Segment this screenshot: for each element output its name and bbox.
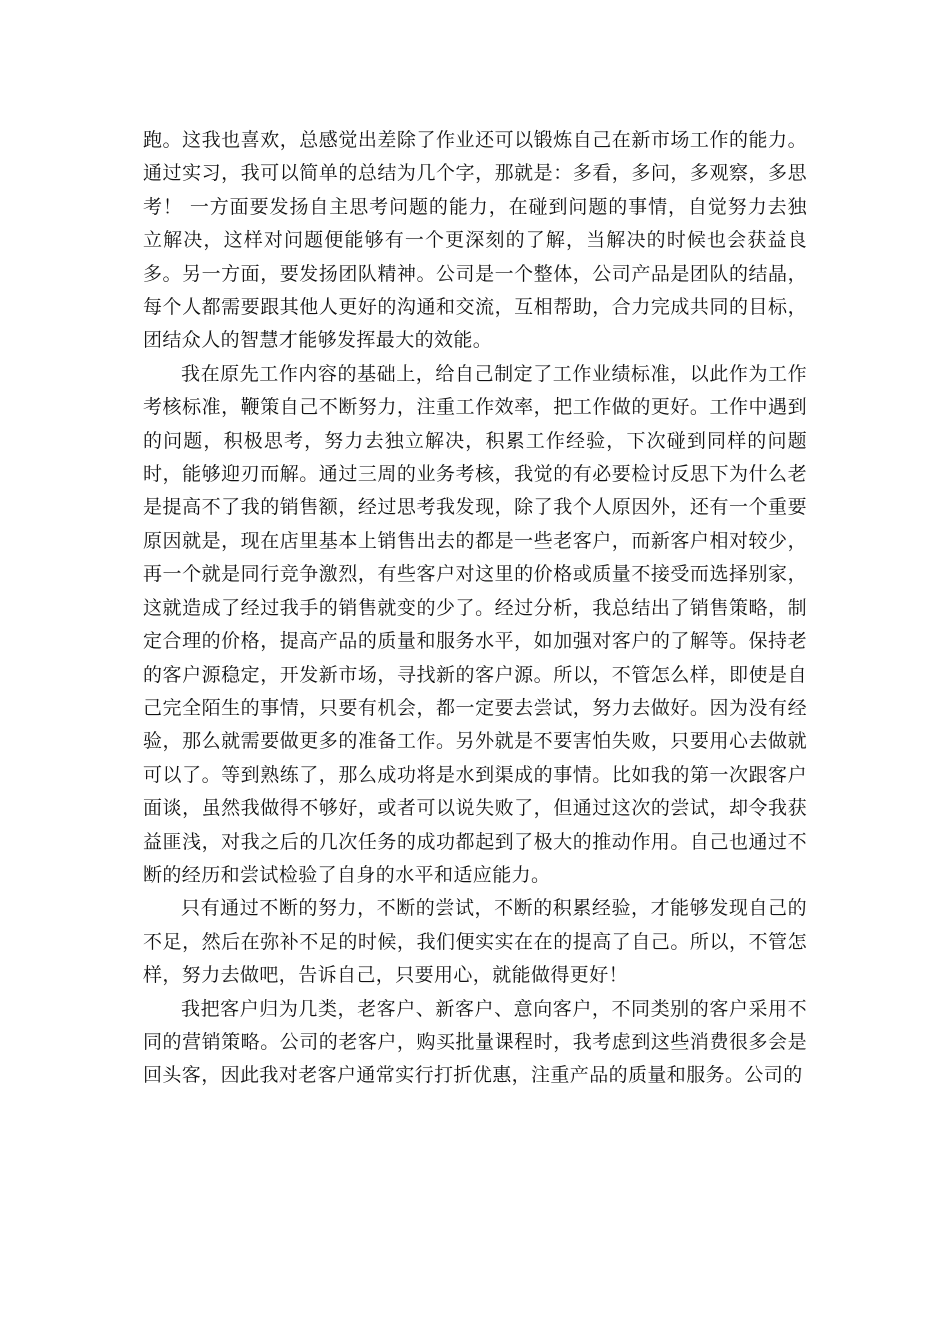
paragraph-4: 我把客户归为几类，老客户、新客户、意向客户，不同类别的客户采用不同的营销策略。公司的老客户，购买批量课程时，我考虑到这些消费很多会是回头客，因此我对老客户通常实行打折优惠，注重产品的质量和服务。公司的 bbox=[143, 997, 807, 1087]
paragraph-3: 只有通过不断的努力，不断的尝试，不断的积累经验，才能够发现自己的不足，然后在弥补不足的时候，我们便实实在在的提高了自己。所以，不管怎样，努力去做吧，告诉自己，只要用心，就能做得更好！ bbox=[143, 897, 807, 987]
paragraph-1: 跑。这我也喜欢，总感觉出差除了作业还可以锻炼自己在新市场工作的能力。通过实习，我可以简单的总结为几个字，那就是：多看，多问，多观察，多思考！ 一方面要发扬自主思考问题的能力，在碰到问题的事情，自觉努力去独立解决，这样对问题便能够有一个更深刻的了解，当解决的时候也会获益良多。另一方面，要发扬团队精神。公司是一个整体，公司产品是团队的结晶，每个人都需要跟其他人更好的沟通和交流，互相帮助，合力完成共同的目标，团结众人的智慧才能够发挥最大的效能。 bbox=[143, 129, 807, 352]
paragraph-2: 我在原先工作内容的基础上，给自己制定了工作业绩标准，以此作为工作考核标准，鞭策自己不断努力，注重工作效率，把工作做的更好。工作中遇到的问题，积极思考，努力去独立解决，积累工作经验，下次碰到同样的问题时，能够迎刃而解。通过三周的业务考核，我觉的有必要检讨反思下为什么老是提高不了我的销售额，经过思考我发现，除了我个人原因外，还有一个重要原因就是，现在店里基本上销售出去的都是一些老客户，而新客户相对较少，再一个就是同行竞争激烈，有些客户对这里的价格或质量不接受而选择别家，这就造成了经过我手的销售就变的少了。经过分析，我总结出了销售策略，制定合理的价格，提高产品的质量和服务水平，如加强对客户的了解等。保持老的客户源稳定，开发新市场，寻找新的客户源。所以，不管怎么样，即使是自己完全陌生的事情，只要有机会，都一定要去尝试，努力去做好。因为没有经验，那么就需要做更多的准备工作。另外就是不要害怕失败，只要用心去做就可以了。等到熟练了，那么成功将是水到渠成的事情。比如我的第一次跟客户面谈，虽然我做得不够好，或者可以说失败了，但通过这次的尝试，却令我获益匪浅，对我之后的几次任务的成功都起到了极大的推动作用。自己也通过不断的经历和尝试检验了自身的水平和适应能力。 bbox=[143, 362, 807, 886]
document-body bbox=[143, 124, 807, 1093]
